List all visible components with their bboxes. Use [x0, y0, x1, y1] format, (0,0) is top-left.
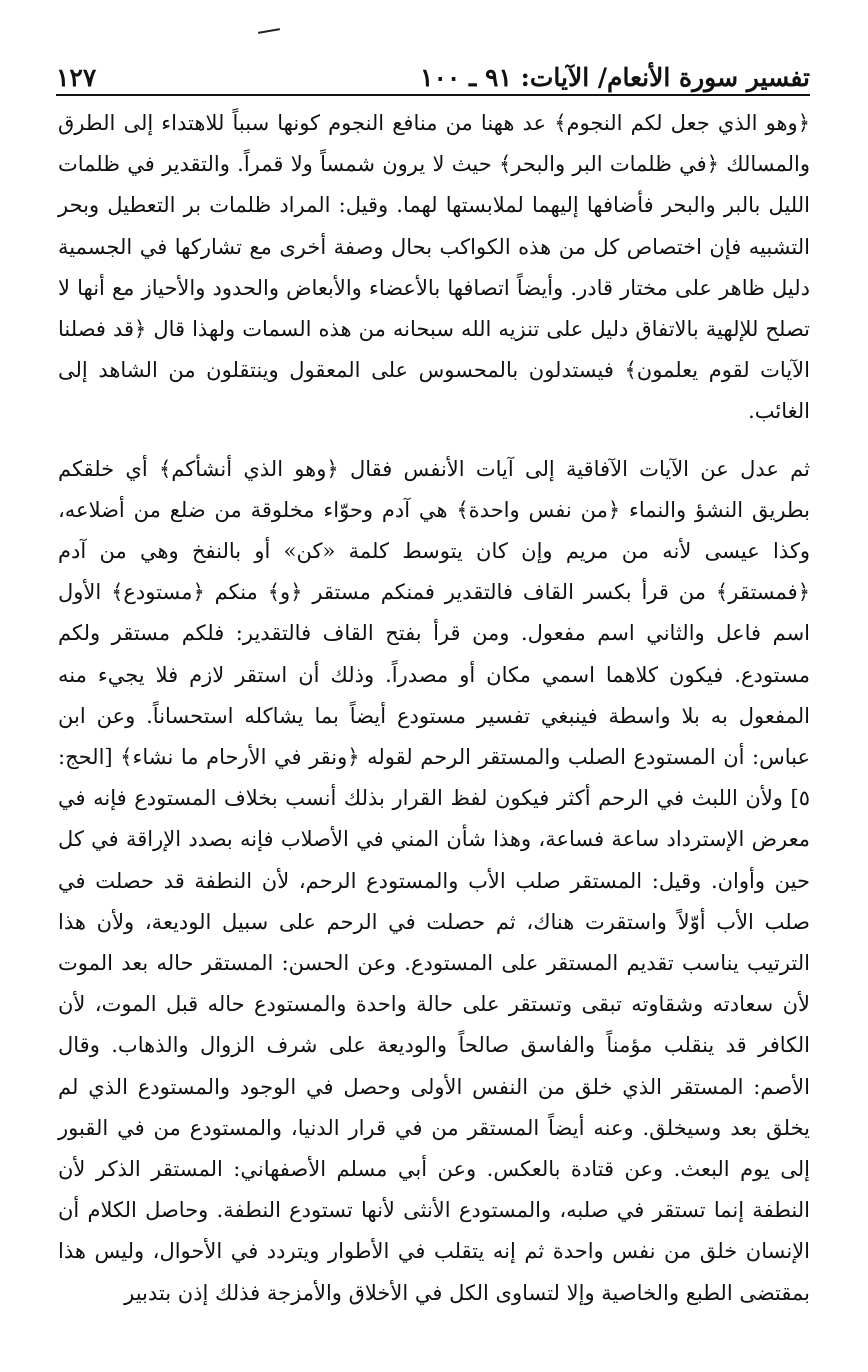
page-number: ١٢٧ [56, 63, 97, 92]
paragraph-1: ﴿وهو الذي جعل لكم النجوم﴾ عد ههنا من منافع النجوم كونها سبباً للاهتداء إلى الطرق والمسالك ﴿في ظلمات البر والبحر﴾ حيث لا يرون شمساً ولا قمراً. والتقدير في ظلمات الليل بالبر والبحر فأضافها إليهما لملابستها لهما. وقيل: المراد ظلمات بر التعطيل وبحر التشبيه فإن اختصاص كل من هذه الكواكب بحال وصفة أخرى مع تشاركها في الجسمية دليل ظاهر على مختار قادر. وأيضاً اتصافها بالأعضاء والأبعاض والحدود والأحياز مع أنها لا تصلح للإلهية بالاتفاق دليل على تنزيه الله سبحانه من هذه السمات ولهذا قال ﴿قد فصلنا الآيات لقوم يعلمون﴾ فيستدلون بالمحسوس على المعقول وينتقلون من الشاهد إلى الغائب. [58, 111, 810, 424]
page-header [56, 44, 810, 96]
body-text [58, 103, 810, 1314]
scan-mark [258, 28, 280, 34]
paragraph-2: ثم عدل عن الآيات الآفاقية إلى آيات الأنفس فقال ﴿وهو الذي أنشأكم﴾ أي خلقكم بطريق النشؤ والنماء ﴿من نفس واحدة﴾ هي آدم وحوّاء مخلوقة من ضلع من أضلاعه، وكذا عيسى لأنه من مريم وإن كان يتوسط كلمة «كن» أو بالنفخ وهي من آدم ﴿فمستقر﴾ من قرأ بكسر القاف فالتقدير فمنكم مستقر ﴿و﴾ منكم ﴿مستودع﴾ الأول اسم فاعل والثاني اسم مفعول. ومن قرأ بفتح القاف فالتقدير: فلكم مستقر ولكم مستودع. فيكون كلاهما اسمي مكان أو مصدراً. وذلك أن استقر لازم فلا يجيء منه المفعول به بلا واسطة فينبغي تفسير مستودع أيضاً بما يشاكله استحساناً. وعن ابن عباس: أن المستودع الصلب والمستقر الرحم لقوله ﴿ونقر في الأرحام ما نشاء﴾ [الحج: ٥] ولأن اللبث في الرحم أكثر فيكون لفظ القرار بذلك أنسب بخلاف المستودع فإنه في معرض الإسترداد ساعة فساعة، وهذا شأن المني في الأصلاب فإنه بصدد الإراقة في كل حين وأوان. وقيل: المستقر صلب الأب والمستودع الرحم، لأن النطفة قد حصلت في صلب الأب أوّلاً واستقرت هناك، ثم حصلت في الرحم على سبيل الوديعة، ولأن هذا الترتيب يناسب تقديم المستقر على المستودع. وعن الحسن: المستقر حاله بعد الموت لأن سعادته وشقاوته تبقى وتستقر على حالة واحدة والمستودع حاله قبل الموت، لأن الكافر قد ينقلب مؤمناً والفاسق صالحاً والوديعة على شرف الزوال والذهاب. وقال الأصم: المستقر الذي خلق من النفس الأولى وحصل في الوجود والمستودع الذي لم يخلق بعد وسيخلق. وعنه أيضاً المستقر من في قرار الدنيا، والمستودع من في القبور إلى يوم البعث. وعن قتادة بالعكس. وعن أبي مسلم الأصفهاني: المستقر الذكر لأن النطفة إنما تستقر في صلبه، والمستودع الأنثى لأنها تستودع النطفة. وحاصل الكلام أن الإنسان خلق من نفس واحدة ثم إنه يتقلب في الأطوار ويتردد في الأحوال، وليس هذا بمقتضى الطبع والخاصية وإلا لتساوى الكل في الأخلاق والأمزجة فذلك إذن بتدبير [58, 456, 810, 1305]
running-title: تفسير سورة الأنعام/ الآيات: ٩١ ـ ١٠٠ [420, 63, 810, 92]
